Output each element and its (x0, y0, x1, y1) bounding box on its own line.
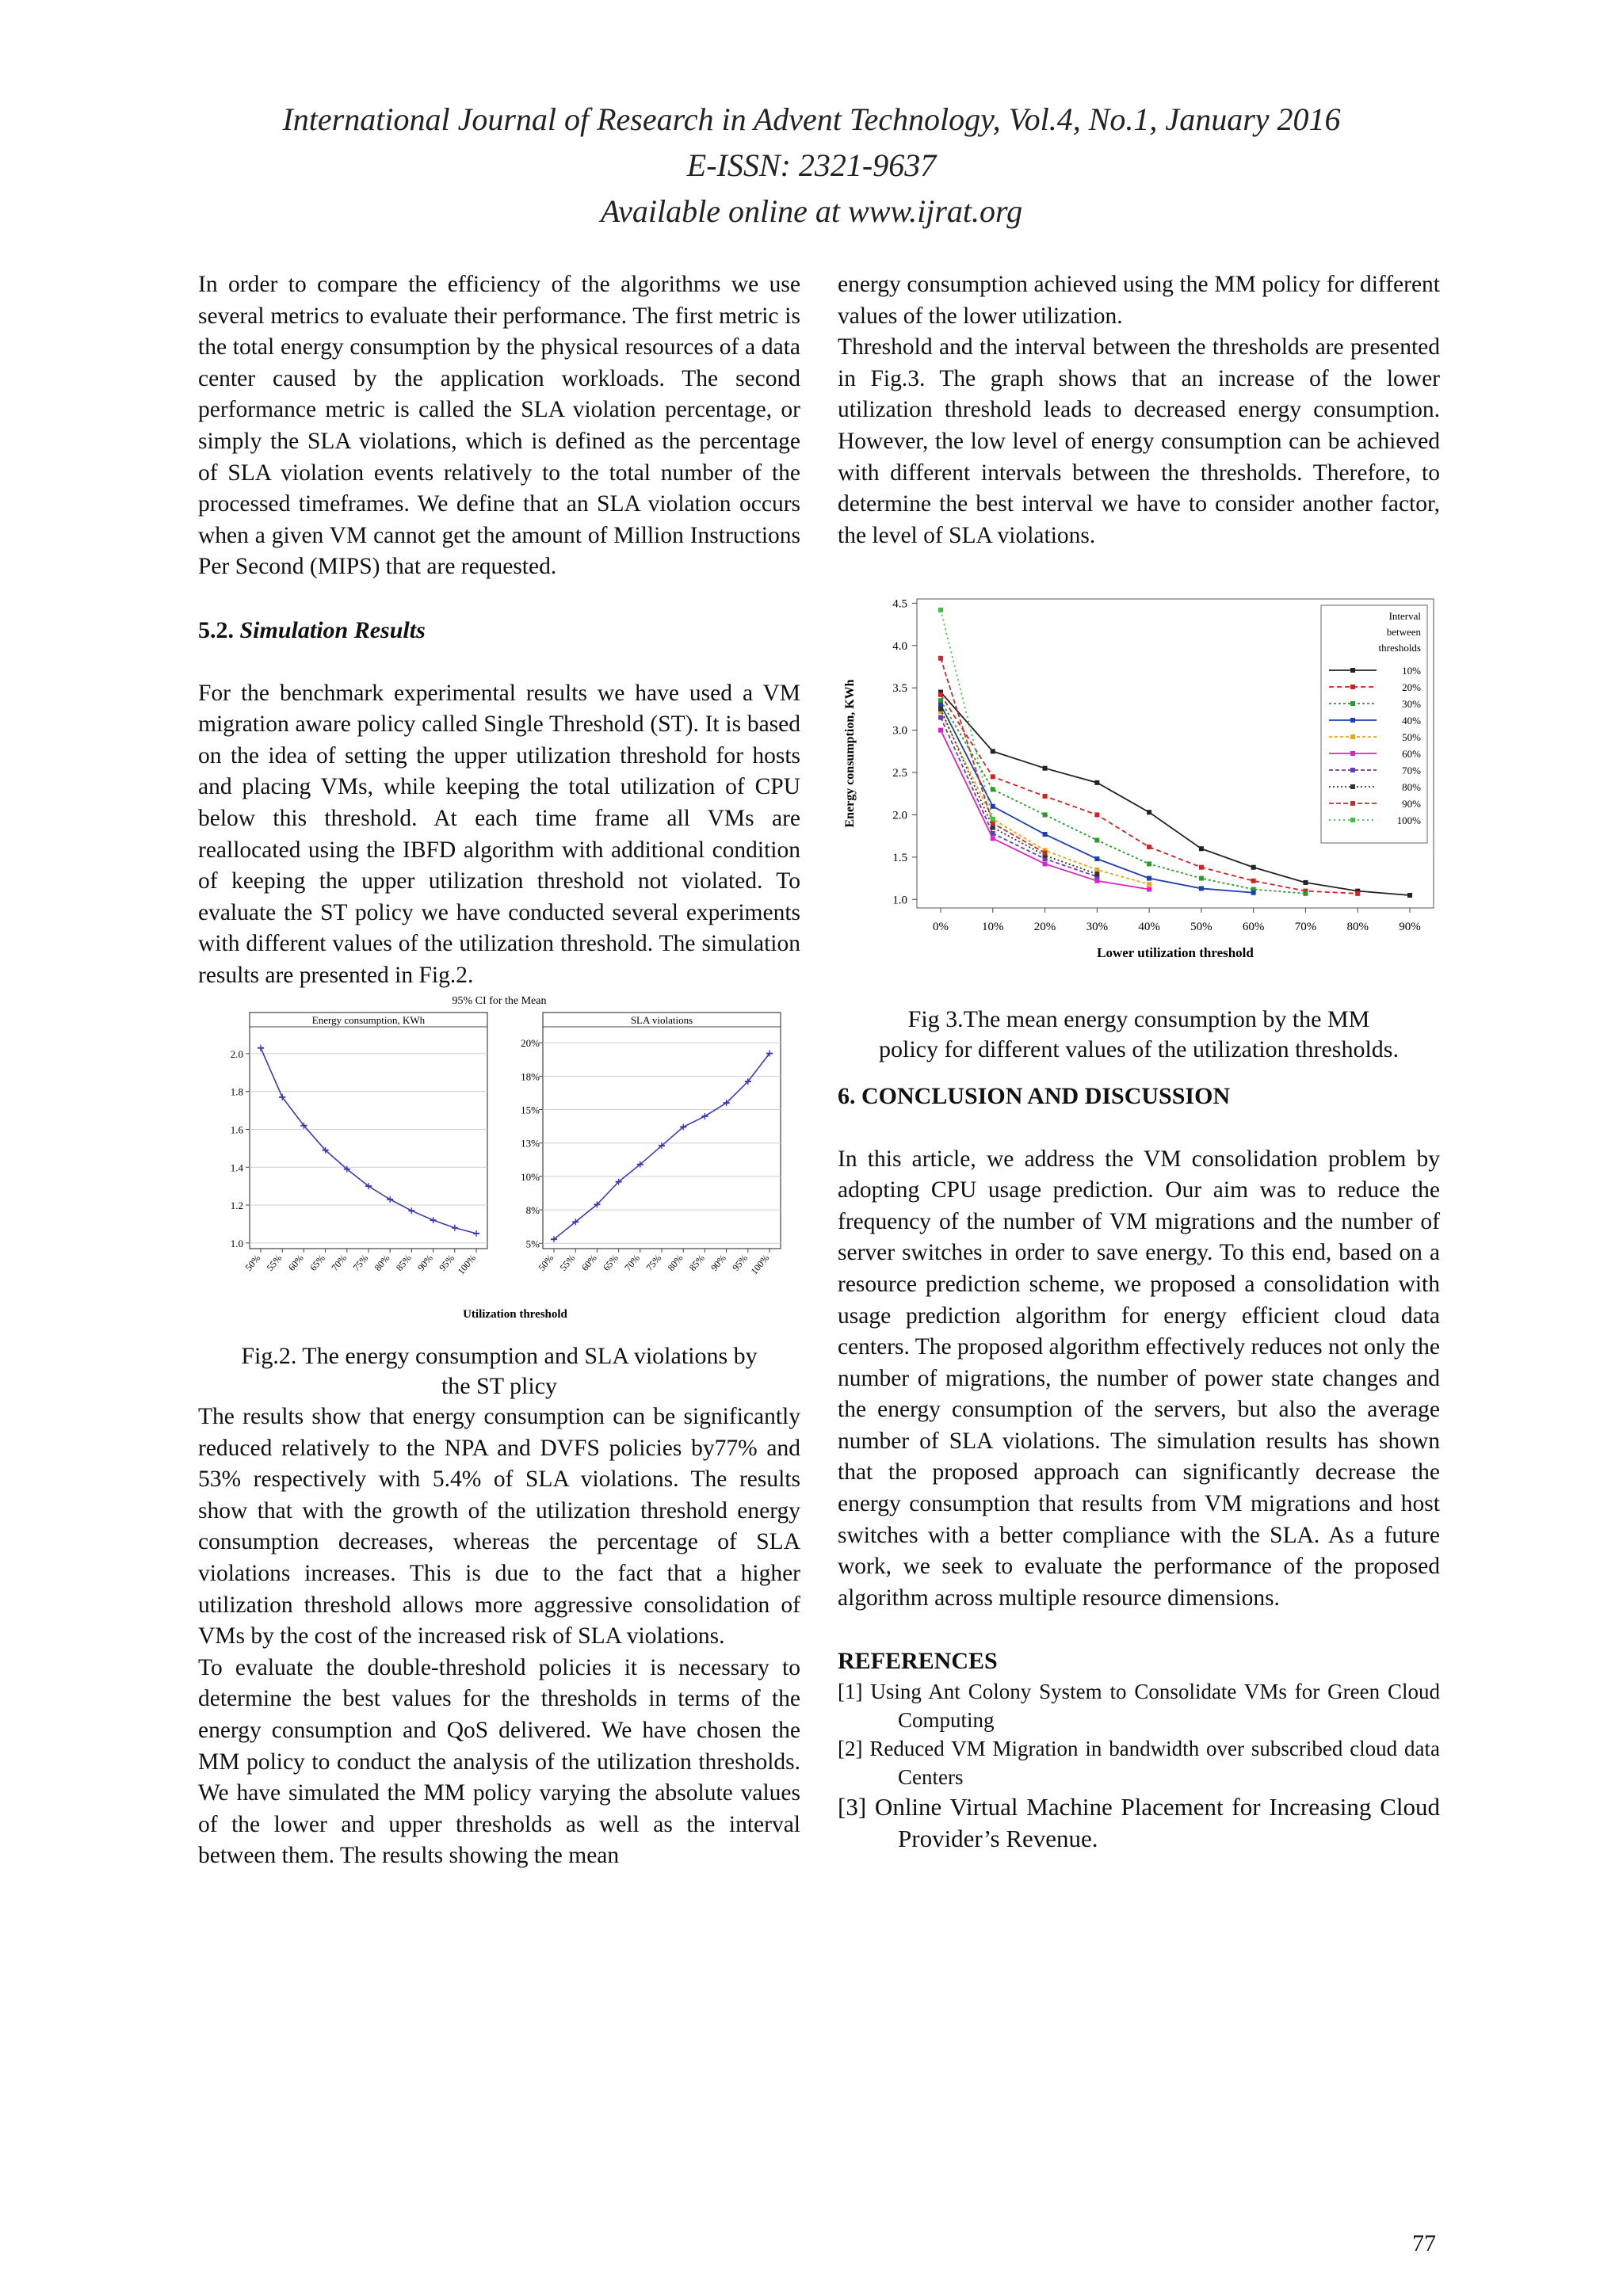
y-tick-label: 1.0 (892, 894, 907, 907)
results-paragraph: The results show that energy consumption can be significantly reduced relatively to the NPA and DVFS policies by77% and 53% respectively with 5.4% of SLA violations. The results show that with the growth of the utilization threshold energy consumption decreases, whereas the percentage of SLA violations increases. This is due to the fact that a higher utilization threshold allows more aggressive consolidation of VMs by the cost of the increased risk of SLA violations. (198, 1404, 800, 1650)
journal-header (0, 97, 1623, 235)
data-point (991, 775, 995, 780)
data-point (1199, 876, 1204, 881)
data-point (991, 804, 995, 809)
y-tick-label: 1.0 (230, 1238, 243, 1250)
fig3-caption-line1: Fig 3.The mean energy consumption by the MM (907, 1005, 1370, 1032)
legend-marker (1350, 734, 1355, 739)
data-point (1199, 887, 1204, 891)
x-tick-label: 60% (1242, 921, 1265, 934)
legend-title: thresholds (1378, 642, 1421, 654)
data-point (938, 703, 943, 707)
x-tick-label: 65% (601, 1253, 621, 1274)
data-point (991, 826, 995, 830)
x-tick-label: 80% (665, 1253, 685, 1274)
y-tick-label: 2.0 (230, 1048, 243, 1061)
data-point (1043, 862, 1048, 867)
x-tick-label: 55% (557, 1253, 578, 1274)
legend-marker (1350, 685, 1355, 689)
legend-label: 90% (1402, 798, 1421, 810)
data-point (1303, 880, 1308, 885)
legend (1321, 605, 1427, 843)
x-tick-label: 50% (536, 1253, 556, 1274)
x-tick-label: 100% (455, 1253, 479, 1277)
right-column (838, 269, 1440, 1855)
data-point (1094, 856, 1099, 861)
legend-marker (1350, 751, 1355, 756)
data-point (1147, 810, 1151, 815)
section-5-2-heading (198, 615, 800, 646)
x-tick-label: 75% (643, 1253, 664, 1274)
x-tick-label: 90% (415, 1253, 435, 1274)
x-tick-label: 65% (307, 1253, 327, 1274)
data-point (1094, 838, 1099, 843)
issn-line: E-ISSN: 2321-9637 (686, 147, 937, 183)
fig3-chart (838, 583, 1440, 979)
references-heading: REFERENCES (838, 1648, 998, 1675)
y-tick-label: 10% (521, 1171, 540, 1184)
figure-2 (198, 991, 800, 1341)
legend-marker (1350, 818, 1355, 822)
data-point (938, 692, 943, 697)
reference-3: [3] Online Virtual Machine Placement for Increasing Cloud Provider’s Revenue. (838, 1793, 1440, 1853)
section-number: 5.2. (198, 616, 234, 643)
x-tick-label: 95% (437, 1253, 457, 1274)
x-tick-label: 70% (1294, 921, 1317, 934)
y-tick-label: 3.0 (892, 724, 907, 738)
x-tick-label: 60% (579, 1253, 599, 1274)
data-point (938, 656, 943, 661)
data-point (1094, 879, 1099, 883)
x-tick-label: 0% (933, 921, 949, 934)
legend-marker (1350, 801, 1355, 806)
x-tick-label: 30% (1086, 921, 1109, 934)
x-tick-label: 70% (622, 1253, 643, 1274)
section-title: Simulation Results (239, 616, 426, 643)
data-point (1094, 872, 1099, 877)
x-tick-label: 50% (242, 1253, 263, 1274)
y-tick-label: 4.5 (892, 597, 907, 611)
conclusion-paragraph: In this article, we address the VM consolidation problem by adopting CPU usage prediction. Our aim was to reduce the frequency of the number of VM migrations and the number of server switches in order to save energy. To this end, based on a resource prediction scheme, we proposed a consolidation with usage prediction algorithm for energy efficient cloud data centers. The proposed algorithm effectively reduces not only the number of migrations, the number of power state changes and the energy consumption of the servers, but also the average number of SLA violations. The simulation results has shown that the proposed approach can significantly decrease the energy consumption that results from VM migrations and host switches with a better compliance with the SLA. As a future work, we seek to evaluate the performance of the proposed algorithm across multiple resource dimensions. (838, 1146, 1440, 1611)
y-tick-label: 2.5 (892, 767, 907, 780)
legend-label: 40% (1402, 715, 1421, 727)
data-point (1147, 862, 1151, 867)
data-point (1043, 813, 1048, 818)
y-tick-label: 20% (521, 1037, 540, 1050)
legend-label: 20% (1402, 681, 1421, 694)
x-tick-label: 40% (1138, 921, 1160, 934)
data-point (1251, 879, 1256, 883)
y-tick-label: 1.2 (230, 1199, 243, 1212)
data-point (938, 707, 943, 711)
data-point (1094, 813, 1099, 818)
y-tick-label: 1.4 (230, 1161, 243, 1174)
data-point (1251, 891, 1256, 895)
y-tick-label: 18% (521, 1070, 540, 1083)
fig2-title: 95% CI for the Mean (452, 995, 547, 1008)
legend-label: 100% (1396, 814, 1421, 827)
data-point (1043, 794, 1048, 799)
fig3-xlabel: Lower utilization threshold (1097, 945, 1254, 961)
x-tick-label: 80% (372, 1253, 392, 1274)
data-point (1094, 780, 1099, 785)
data-point (1043, 832, 1048, 837)
x-tick-label: 90% (1399, 921, 1421, 934)
legend-label: 80% (1402, 781, 1421, 794)
data-point (938, 728, 943, 733)
threshold-interval-paragraph: Threshold and the interval between the thresholds are presented in Fig.3. The graph shows that an increase of the lower utilization threshold leads to decreased energy consumption. However, the low level of energy consumption can be achieved with different intervals between the thresholds. Therefore, to determine the best interval we have to consider another factor, the level of SLA violations. (838, 334, 1440, 548)
data-point (991, 749, 995, 754)
data-point (991, 821, 995, 826)
data-point (1043, 851, 1048, 856)
data-point (1147, 876, 1151, 881)
benchmark-paragraph: For the benchmark experimental results we have used a VM migration aware policy called Single Threshold (ST). It is based on the idea of setting the upper utilization threshold for hosts and placing VMs, while keeping the total utilization of CPU below this threshold. At each time frame all VMs are reallocated using the IBFD algorithm with additional condition of keeping the upper utilization threshold not violated. To evaluate the ST policy we have conducted several experiments with different values of the utilization threshold. The simulation results are presented in Fig.2. (198, 680, 800, 988)
x-tick-label: 70% (329, 1253, 349, 1274)
reference-2: [2] Reduced VM Migration in bandwidth over subscribed cloud data Centers (838, 1737, 1440, 1790)
y-tick-label: 2.0 (892, 809, 907, 822)
fig2-caption-line1: Fig.2. The energy consumption and SLA violations by (241, 1343, 758, 1370)
legend-label: 50% (1402, 731, 1421, 744)
data-point (1251, 865, 1256, 870)
data-point (1199, 865, 1204, 870)
data-point (1094, 868, 1099, 872)
section-6-heading: 6. CONCLUSION AND DISCUSSION (838, 1082, 1231, 1109)
y-tick-label: 5% (525, 1238, 540, 1250)
data-point (938, 608, 943, 612)
legend-marker (1350, 701, 1355, 706)
fig3-ylabel: Energy consumption, KWh (843, 679, 857, 828)
legend-marker (1350, 718, 1355, 723)
y-tick-label: 8% (525, 1204, 540, 1217)
x-tick-label: 75% (350, 1253, 371, 1274)
legend-title: Interval (1388, 610, 1421, 623)
legend-marker (1350, 784, 1355, 789)
legend-marker (1350, 668, 1355, 673)
fig2-panel-1 (231, 1013, 487, 1276)
y-tick-label: 4.0 (892, 640, 907, 654)
x-tick-label: 95% (730, 1253, 750, 1274)
x-tick-label: 85% (686, 1253, 707, 1274)
legend-marker (1350, 768, 1355, 772)
legend-label: 60% (1402, 748, 1421, 761)
fig3-caption-line2: policy for different values of the utilization thresholds. (879, 1035, 1399, 1062)
x-tick-label: 80% (1346, 921, 1369, 934)
data-point (1147, 887, 1151, 892)
x-tick-label: 100% (748, 1253, 772, 1277)
legend-label: 30% (1402, 698, 1421, 711)
y-tick-label: 1.5 (892, 852, 907, 865)
data-point (1147, 845, 1151, 849)
x-tick-label: 90% (708, 1253, 728, 1274)
y-tick-label: 1.6 (230, 1123, 243, 1136)
panel-frame (543, 1013, 781, 1249)
panel-frame (250, 1013, 487, 1249)
data-point (991, 831, 995, 836)
fig2-caption-line2: the ST plicy (441, 1373, 558, 1400)
x-tick-label: 85% (393, 1253, 414, 1274)
x-tick-label: 10% (982, 921, 1004, 934)
legend-label: 70% (1402, 765, 1421, 777)
journal-title: International Journal of Research in Advent Technology, Vol.4, No.1, January 2016 (282, 101, 1341, 137)
y-tick-label: 15% (521, 1104, 540, 1116)
left-column (198, 269, 800, 1872)
y-tick-label: 1.8 (230, 1086, 243, 1099)
x-tick-label: 55% (264, 1253, 285, 1274)
panel-title: SLA violations (630, 1014, 693, 1027)
data-point (991, 837, 995, 841)
data-point (1043, 766, 1048, 771)
metrics-paragraph: In order to compare the efficiency of the algorithms we use several metrics to evaluate their performance. The first metric is the total energy consumption by the physical resources of a data center caused by the application workloads. The second performance metric is called the SLA violation percentage, or simply the SLA violations, which is defined as the percentage of SLA violation events relatively to the total number of the processed timeframes. We define that an SLA violation occurs when a given VM cannot get the amount of Million Instructions Per Second (MIPS) that are requested. (198, 272, 800, 580)
y-tick-label: 3.5 (892, 682, 907, 696)
figure-3 (838, 583, 1440, 989)
legend-title: between (1386, 626, 1421, 639)
panel-title: Energy consumption, KWh (311, 1014, 426, 1027)
fig2-chart (198, 991, 800, 1332)
data-point (991, 788, 995, 792)
data-point (1407, 893, 1412, 898)
data-point (938, 715, 943, 720)
fig2-xlabel: Utilization threshold (463, 1308, 567, 1322)
x-tick-label: 50% (1190, 921, 1212, 934)
page-number: 77 (1412, 2230, 1436, 2256)
x-tick-label: 60% (285, 1253, 306, 1274)
data-point (1355, 891, 1360, 896)
data-point (1147, 882, 1151, 887)
x-tick-label: 20% (1033, 921, 1056, 934)
data-point (938, 699, 943, 704)
legend-label: 10% (1402, 665, 1421, 677)
double-threshold-paragraph: To evaluate the double-threshold policies it is necessary to determine the best values for the thresholds in terms of the energy consumption and QoS delivered. We have chosen the MM policy to conduct the analysis of the utilization thresholds. We have simulated the MM policy varying the absolute values of the lower and upper thresholds as well as the interval between them. The results showing the mean (198, 1654, 800, 1869)
availability-line: Available online at www.ijrat.org (600, 193, 1023, 229)
y-tick-label: 13% (521, 1138, 540, 1150)
data-point (991, 817, 995, 822)
data-point (1303, 891, 1308, 896)
mm-energy-paragraph: energy consumption achieved using the MM policy for different values of the lower utilization. (838, 272, 1440, 329)
data-point (1199, 847, 1204, 852)
fig2-panel-2 (521, 1013, 781, 1276)
reference-1: [1] Using Ant Colony System to Consolidate VMs for Green Cloud Computing (838, 1680, 1440, 1733)
